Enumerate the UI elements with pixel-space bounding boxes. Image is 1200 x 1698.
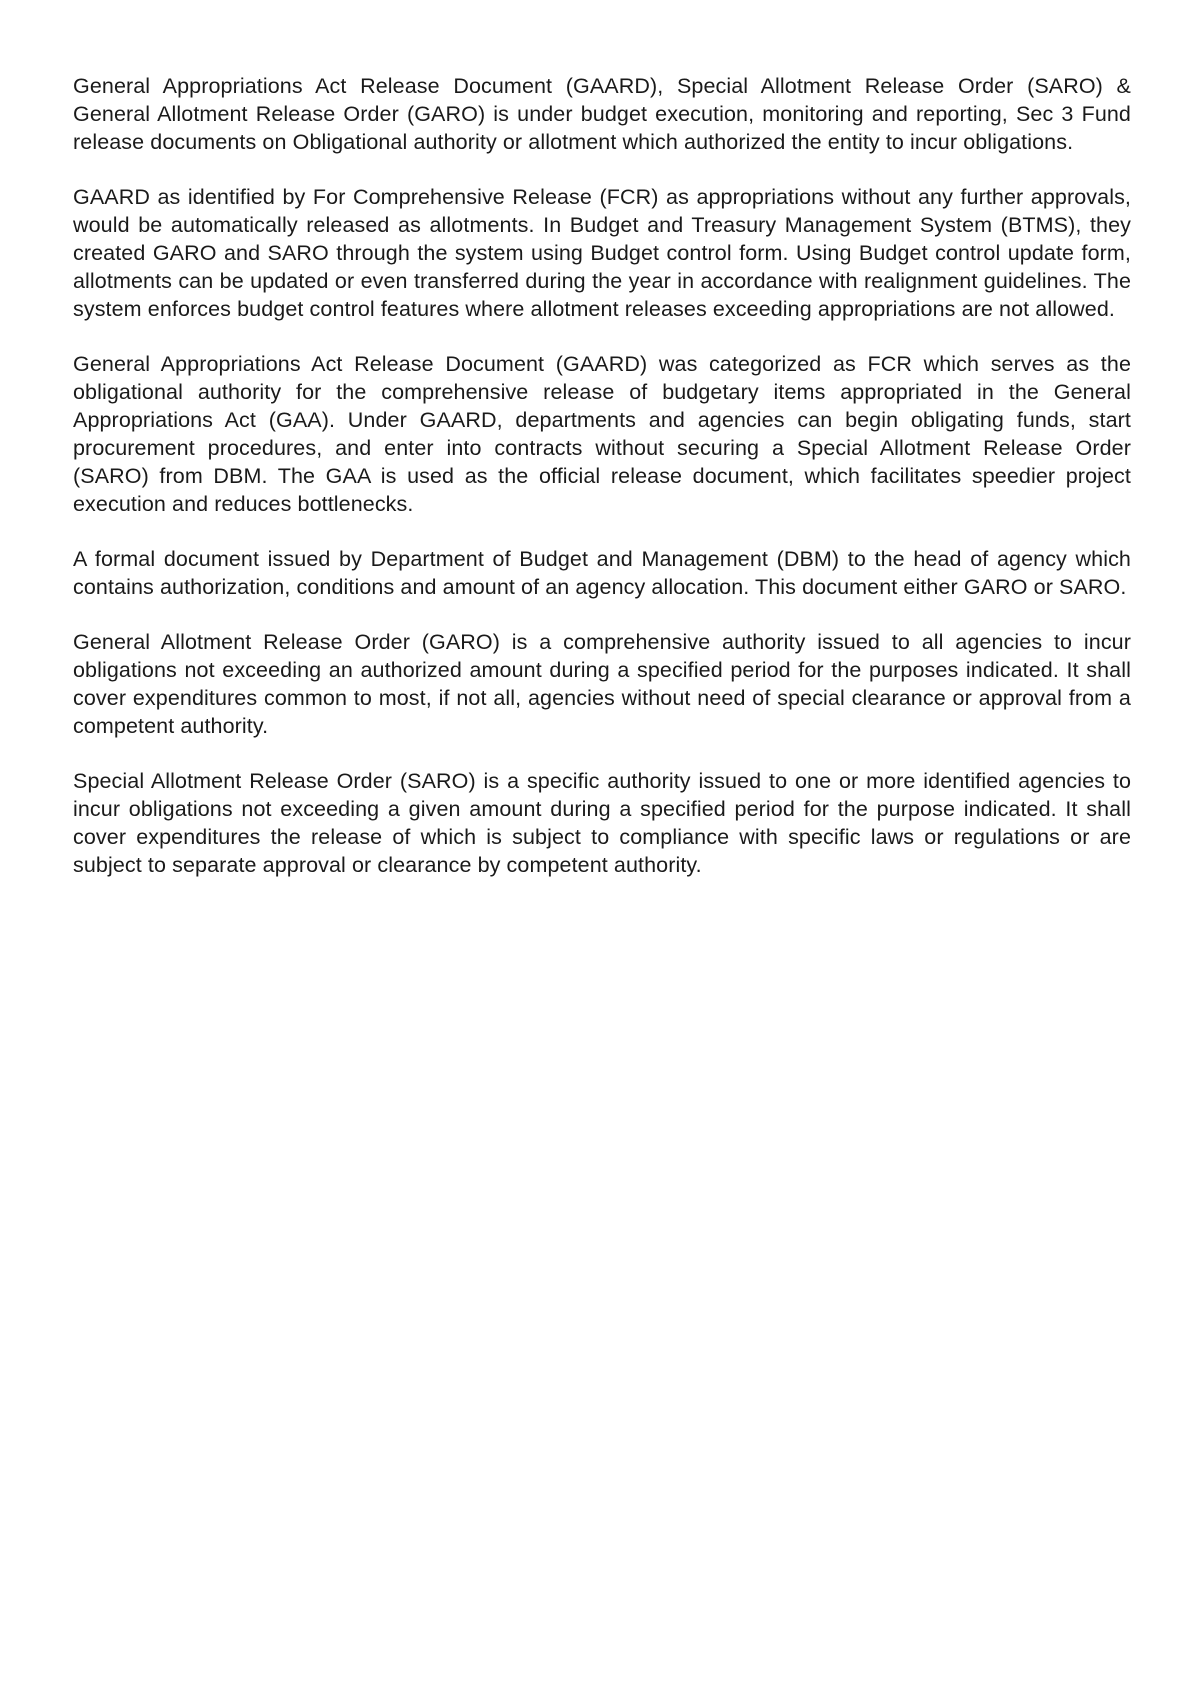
paragraph-formal-document: A formal document issued by Department of Budget and Management (DBM) to the head of agency which contains authorization, conditions and amount of an agency allocation. This document either GARO or SARO. (73, 547, 1131, 599)
paragraph-saro-definition: Special Allotment Release Order (SARO) is a specific authority issued to one or more identified agencies to incur obligations not exceeding a given amount during a specified period for the purpose indicated. It shall cover expenditures the release of which is subject to compliance with specific laws or regulations or are subject to separate approval or clearance by competent authority. (73, 769, 1131, 877)
paragraph-release-documents-intro: General Appropriations Act Release Document (GAARD), Special Allotment Release Order (SARO) & General Allotment Release Order (GARO) is under budget execution, monitoring and reporting, Sec 3 Fund release documents on Obligational authority or allotment which authorized the entity to incur obligations. (73, 74, 1131, 154)
document-body (73, 72, 1131, 906)
paragraph-gaard-definition: General Appropriations Act Release Document (GAARD) was categorized as FCR which serves as the obligational authority for the comprehensive release of budgetary items appropriated in the General Appropriations Act (GAA). Under GAARD, departments and agencies can begin obligating funds, start procurement procedures, and enter into contracts without securing a Special Allotment Release Order (SARO) from DBM. The GAA is used as the official release document, which facilitates speedier project execution and reduces bottlenecks. (73, 352, 1131, 516)
paragraph-gaard-fcr-btms: GAARD as identified by For Comprehensive Release (FCR) as appropriations without any further approvals, would be automatically released as allotments. In Budget and Treasury Management System (BTMS), they created GARO and SARO through the system using Budget control form. Using Budget control update form, allotments can be updated or even transferred during the year in accordance with realignment guidelines. The system enforces budget control features where allotment releases exceeding appropriations are not allowed. (73, 185, 1131, 321)
paragraph-garo-definition: General Allotment Release Order (GARO) is a comprehensive authority issued to all agencies to incur obligations not exceeding an authorized amount during a specified period for the purposes indicated. It shall cover expenditures common to most, if not all, agencies without need of special clearance or approval from a competent authority. (73, 630, 1131, 738)
